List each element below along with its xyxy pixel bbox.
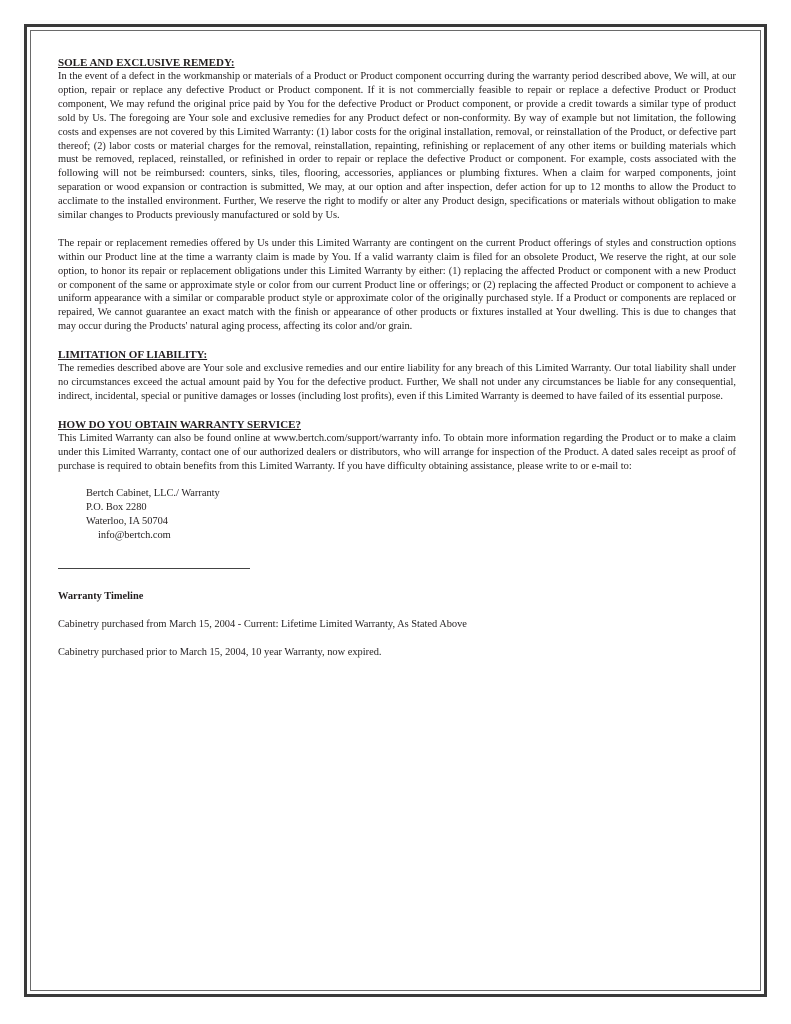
address-line-city: Waterloo, IA 50704 xyxy=(86,516,168,528)
service-section xyxy=(58,418,736,544)
sole-remedy-heading: SOLE AND EXCLUSIVE REMEDY: xyxy=(58,57,235,69)
sole-remedy-paragraph-2: The repair or replacement remedies offered by Us under this Limited Warranty are contingent on the current Product offerings of styles and construction options within our Product line at the time a warranty claim is made by You. If a valid warranty claim is filed for an obsolete Product, We reserve the right, at our sole option, to honor its repair or replacement obligations under this Limited Warranty by either: (1) replacing the affected Product or component with a new Product or component of the same or approximate style or color from our current Product line or offerings; or (2) replacing the affected Product or component to achieve a uniform appearance with a similar or comparable product style or approximate color of the originally purchased style. If a Product or components are replaced or repaired, We cannot guarantee an exact match with the finish or appearance of other products or fixtures installed at Your dwelling. This is due to changes that may occur during the Products' natural aging process, affecting its color and/or grain. xyxy=(58,237,736,333)
section-divider xyxy=(58,568,250,569)
address-line-company: Bertch Cabinet, LLC./ Warranty xyxy=(86,488,220,500)
liability-heading: LIMITATION OF LIABILITY: xyxy=(58,349,208,362)
mailing-address xyxy=(86,487,736,543)
service-paragraph: This Limited Warranty can also be found online at www.bertch.com/support/warranty info. To obtain more information regarding the Product or to make a claim under this Limited Warranty, contact one of our authorized dealers or distributors, who will arrange for inspection of the Product. A dated sales receipt as proof of purchase is required to obtain benefits from this Limited Warranty. If you have difficulty obtaining assistance, please write to or e-mail to: xyxy=(58,432,736,472)
timeline-line-current: Cabinetry purchased from March 15, 2004 - Current: Lifetime Limited Warranty, As Stated Above xyxy=(58,619,467,631)
address-line-pobox: P.O. Box 2280 xyxy=(86,502,147,514)
address-email: info@bertch.com xyxy=(98,530,171,542)
liability-section xyxy=(58,348,736,404)
sole-remedy-section xyxy=(58,56,736,334)
timeline-title: Warranty Timeline xyxy=(58,591,144,603)
service-heading: HOW DO YOU OBTAIN WARRANTY SERVICE? xyxy=(58,418,301,431)
timeline-line-expired: Cabinetry purchased prior to March 15, 2004, 10 year Warranty, now expired. xyxy=(58,647,382,659)
sole-remedy-paragraph-1: In the event of a defect in the workmanship or materials of a Product or Product component occurring during the warranty period described above, We will, at our option, repair or replace any defective Product or Product component. If it is not commercially feasible to repair or replace a defective Product or Product component, We may refund the original price paid by You for the defective Product or Product component, or provide a credit towards a similar type of product sold by Us. The foregoing are Your sole and exclusive remedies for any Product defect or non-conformity. By way of example but not limitation, the following costs and expenses are not covered by this Limited Warranty: (1) labor costs for the original installation, removal, or reinstallation of the Product, or defective part thereof; (2) labor costs or material charges for the removal, reinstallation, repainting, refinishing or replacement of any other items or building materials which must be removed, replaced, reinstalled, or refinished in order to repair or replace the defective Product or component. For example, costs associated with the following will not be reimbursed: counters, sinks, tiles, flooring, accessories, appliances or plumbing fixtures. When a claim for warped components, joint separation or wood expansion or contraction is submitted, We may, at our option and after inspection, defer action for up to 12 months to allow the Product to acclimate to the installed environment. Further, We reserve the right to modify or alter any Product design, specifications or materials without obligation to make similar changes to Products previously manufactured or sold by Us. xyxy=(58,71,736,222)
liability-paragraph: The remedies described above are Your sole and exclusive remedies and our entire liability for any breach of this Limited Warranty. Our total liability shall under no circumstances exceed the actual amount paid by You for the defective product. Further, We shall not under any circumstances be liable for any consequential, indirect, incidental, special or punitive damages or losses (including lost profits), even if this Limited Warranty is deemed to have failed of its essential purpose. xyxy=(58,363,736,402)
document-body xyxy=(58,56,736,660)
